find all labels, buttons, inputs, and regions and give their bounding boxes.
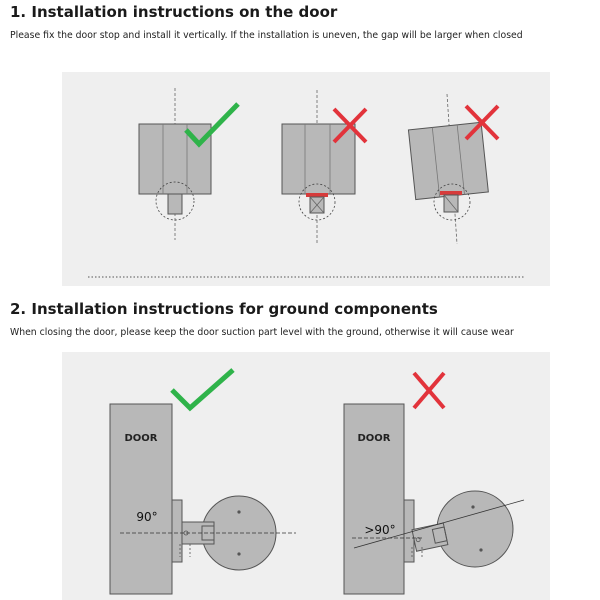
door-installation-panel xyxy=(62,72,550,286)
angle-label-right: >90° xyxy=(364,523,396,537)
check-mark-icon xyxy=(172,370,233,408)
level-install-correct xyxy=(110,370,296,594)
tilted-install-wrong xyxy=(408,94,498,244)
uneven-install-wrong xyxy=(282,90,366,244)
angle-label-left: 90° xyxy=(136,510,158,524)
door-label-right: DOOR xyxy=(357,433,391,444)
vertical-install-correct xyxy=(139,88,238,240)
section1-title: 1. Installation instructions on the door xyxy=(10,3,338,21)
tilted-ground-wrong xyxy=(344,373,524,594)
section2-title: 2. Installation instructions for ground components xyxy=(10,300,438,318)
door-label-left: DOOR xyxy=(124,433,158,444)
section1-description: Please fix the door stop and install it vertically. If the installation is uneven, the gap will be larger when closed xyxy=(10,30,523,41)
ground-installation-diagram xyxy=(62,352,550,600)
section2-description: When closing the door, please keep the door suction part level with the ground, otherwise it will cause wear xyxy=(10,327,514,338)
cross-mark-icon xyxy=(414,373,444,408)
ground-installation-panel xyxy=(62,352,550,600)
door-installation-diagram xyxy=(62,72,550,286)
